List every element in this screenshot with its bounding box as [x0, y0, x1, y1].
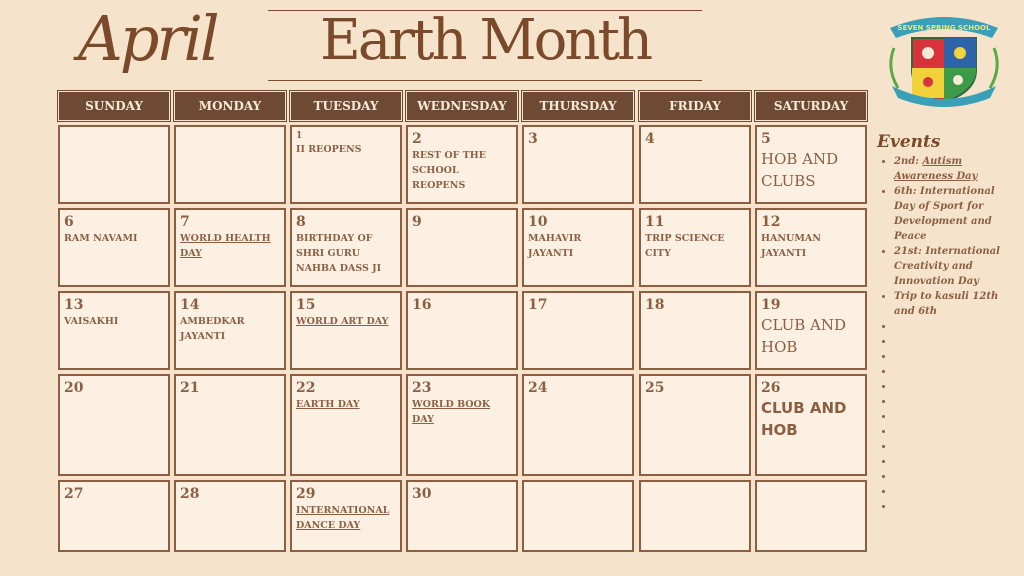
calendar-day-cell	[406, 480, 518, 552]
day-event: RAM NAVAMI	[64, 233, 138, 244]
school-crest-logo	[884, 8, 1004, 108]
calendar-day-cell	[522, 374, 634, 476]
calendar-day-cell	[290, 291, 402, 370]
calendar-day-cell	[58, 208, 170, 287]
empty-bullet	[894, 394, 1017, 409]
event-text: Trip to kasuli 12th and 6th	[894, 291, 999, 317]
calendar-day-cell	[639, 208, 751, 287]
weekday-header-tuesday: TUESDAY	[291, 92, 401, 120]
calendar-day-cell	[755, 208, 867, 287]
calendar-day-cell	[58, 374, 170, 476]
theme-bottom-rule	[268, 80, 702, 81]
day-number: 22	[296, 380, 316, 396]
day-event[interactable]: WORLD ART DAY	[296, 316, 389, 327]
calendar-day-cell	[290, 480, 402, 552]
weekday-header-monday: MONDAY	[175, 92, 285, 120]
day-number: 7	[180, 214, 190, 230]
day-number: 21	[180, 380, 200, 396]
calendar-day-cell	[755, 125, 867, 204]
calendar-day-cell	[639, 125, 751, 204]
day-event: CLUB AND HOB	[761, 316, 847, 356]
day-event[interactable]: WORLD BOOK DAY	[412, 399, 491, 425]
calendar-day-cell	[174, 291, 286, 370]
weekday-header-wednesday: WEDNESDAY	[407, 92, 517, 120]
empty-bullet	[894, 349, 1017, 364]
calendar-day-cell	[290, 208, 402, 287]
day-number: 4	[645, 131, 655, 147]
day-number: 14	[180, 297, 200, 313]
day-event: TRIP SCIENCE CITY	[645, 233, 725, 259]
calendar-day-cell	[522, 291, 634, 370]
day-number: 28	[180, 486, 200, 502]
weekday-header-sunday: SUNDAY	[59, 92, 169, 120]
day-number: 10	[528, 214, 548, 230]
calendar-day-cell	[639, 291, 751, 370]
calendar-day-cell	[58, 291, 170, 370]
event-text: International Day of Sport for Development and Peace	[894, 186, 995, 242]
day-number: 6	[64, 214, 74, 230]
weekday-header-saturday: SATURDAY	[756, 92, 866, 120]
calendar-day-cell	[406, 125, 518, 204]
day-number: 29	[296, 486, 316, 502]
crest-banner-text: SEVEN SPRING SCHOOL	[897, 24, 991, 32]
calendar-day-cell	[755, 480, 867, 552]
events-title: Events	[877, 132, 941, 152]
event-list-item	[894, 244, 1017, 289]
empty-bullet	[894, 409, 1017, 424]
day-number: 11	[645, 214, 665, 230]
event-date: 6th:	[894, 186, 921, 197]
day-number: 9	[412, 214, 422, 230]
calendar-day-cell	[174, 480, 286, 552]
day-event: II REOPENS	[296, 144, 362, 155]
day-event[interactable]: WORLD HEALTH DAY	[180, 233, 271, 259]
empty-bullet	[894, 319, 1017, 334]
event-text[interactable]: Autism Awareness Day	[894, 156, 978, 182]
calendar-day-cell	[522, 125, 634, 204]
events-panel	[877, 132, 1017, 514]
day-event[interactable]: INTERNATIONAL DANCE DAY	[296, 505, 390, 531]
empty-bullet	[894, 379, 1017, 394]
calendar-day-cell	[522, 480, 634, 552]
calendar-day-cell	[755, 291, 867, 370]
day-event: BIRTHDAY OF SHRI GURU NAHBA DASS JI	[296, 233, 382, 274]
day-number: 24	[528, 380, 548, 396]
empty-bullet	[894, 424, 1017, 439]
event-date: 2nd:	[894, 156, 923, 167]
day-event: VAISAKHI	[64, 316, 119, 327]
day-number: 17	[528, 297, 548, 313]
event-date: 21st:	[894, 246, 926, 257]
calendar-day-cell	[639, 480, 751, 552]
day-number: 19	[761, 297, 781, 313]
empty-bullet	[894, 454, 1017, 469]
month-title: April	[78, 2, 217, 75]
event-text: International Creativity and Innovation Day	[894, 246, 1000, 287]
empty-bullet	[894, 334, 1017, 349]
calendar-day-cell	[522, 208, 634, 287]
calendar-day-cell	[174, 374, 286, 476]
day-event[interactable]: EARTH DAY	[296, 399, 360, 410]
events-list	[877, 154, 1017, 514]
day-number: 23	[412, 380, 432, 396]
day-event: REST OF THE SCHOOL REOPENS	[412, 150, 486, 191]
calendar-day-cell	[58, 125, 170, 204]
calendar-day-cell	[174, 125, 286, 204]
calendar-day-cell	[290, 125, 402, 204]
day-number: 3	[528, 131, 538, 147]
empty-bullet	[894, 439, 1017, 454]
theme-title: Earth Month	[319, 8, 651, 73]
calendar-day-cell	[406, 291, 518, 370]
weekday-header-friday: FRIDAY	[640, 92, 750, 120]
calendar-day-cell	[639, 374, 751, 476]
calendar-day-cell	[755, 374, 867, 476]
calendar-day-cell	[406, 208, 518, 287]
empty-bullet	[894, 364, 1017, 379]
empty-bullet	[894, 499, 1017, 514]
calendar-day-cell	[174, 208, 286, 287]
event-list-item	[894, 184, 1017, 244]
calendar-day-cell	[290, 374, 402, 476]
day-number: 1	[296, 131, 303, 141]
calendar-day-cell	[58, 480, 170, 552]
empty-bullet	[894, 484, 1017, 499]
day-number: 18	[645, 297, 665, 313]
day-number: 27	[64, 486, 84, 502]
event-list-item	[894, 289, 1017, 319]
day-number: 5	[761, 131, 771, 147]
day-number: 20	[64, 380, 84, 396]
empty-bullet	[894, 469, 1017, 484]
event-list-item	[894, 154, 1017, 184]
day-number: 16	[412, 297, 432, 313]
day-number: 8	[296, 214, 306, 230]
day-number: 2	[412, 131, 422, 147]
day-number: 26	[761, 380, 781, 396]
weekday-header-thursday: THURSDAY	[523, 92, 633, 120]
calendar-day-cell	[406, 374, 518, 476]
day-event: HOB AND CLUBS	[761, 150, 839, 190]
day-event: HANUMAN JAYANTI	[761, 233, 821, 259]
day-number: 25	[645, 380, 665, 396]
day-number: 13	[64, 297, 84, 313]
day-number: 12	[761, 214, 781, 230]
day-event: MAHAVIR JAYANTI	[528, 233, 582, 259]
day-event: AMBEDKAR JAYANTI	[180, 316, 245, 342]
day-number: 30	[412, 486, 432, 502]
day-event: CLUB AND HOB	[761, 399, 847, 439]
day-number: 15	[296, 297, 316, 313]
